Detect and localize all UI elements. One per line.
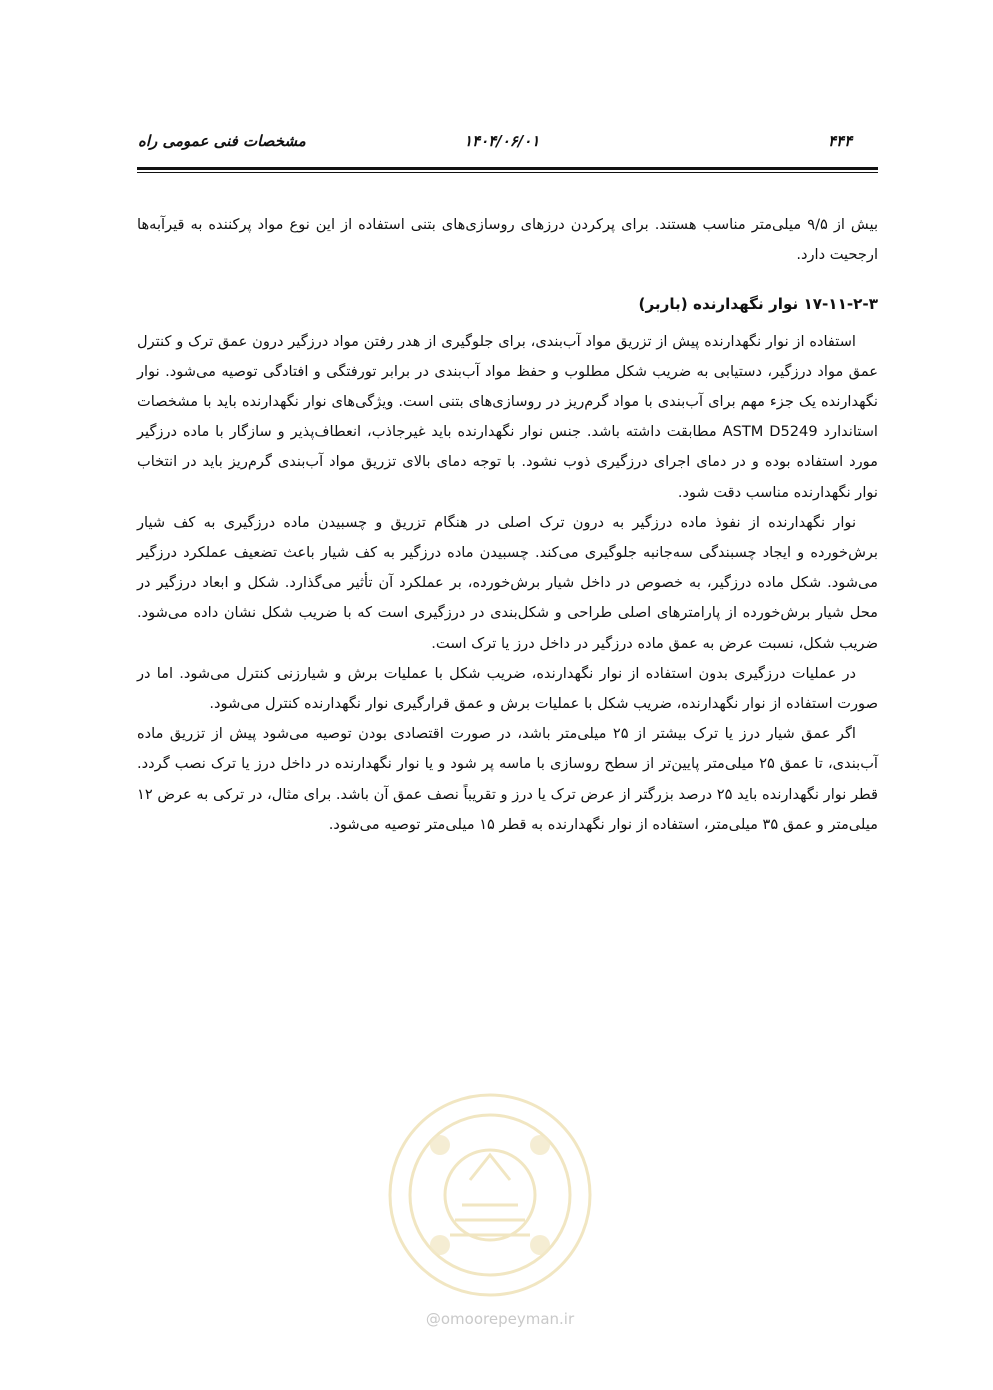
header-rule-thin (137, 172, 878, 173)
header-rule-thick (137, 167, 878, 170)
section-heading: ۱۷-۱۱-۲-۳ نوار نگهدارنده (باربر) (638, 295, 878, 314)
watermark-website: @omoorepeyman.ir (425, 1310, 575, 1328)
intro-paragraph: بیش از ۹/۵ میلی‌متر مناسب هستند. برای پرکردن درزهای روسازی‌های بتنی استفاده از این نوع مواد پرکننده به قیرآبه‌ها ارجحیت دارد. (137, 216, 878, 264)
body-paragraph: اگر عمق شیار درز یا ترک بیشتر از ۲۵ میلی‌متر باشد، در صورت اقتصادی بودن توصیه می‌شود پیش از تزریق ماده آب‌بندی، تا عمق ۲۵ میلی‌متر پایین‌تر از سطح روسازی با ماسه پر شود و یا نوار نگهدارنده در داخل درز یا ترک نصب گردد. قطر نوار نگهدارنده باید ۲۵ درصد بزرگتر از عرض ترک یا درز و تقریباً نصف عمق آن باشد. برای مثال، در ترکی به عرض ۱۲ میلی‌متر و عمق ۳۵ میلی‌متر، استفاده از نوار نگهدارنده به قطر ۱۵ میلی‌متر توصیه می‌شود. (137, 725, 879, 833)
page-header (0, 128, 993, 158)
page-body (137, 210, 878, 840)
header-title: مشخصات فنی عمومی راه (138, 132, 306, 150)
watermark-seal-icon (380, 1085, 600, 1305)
page-number: ۴۴۴ (828, 132, 853, 150)
body-paragraph: در عملیات درزگیری بدون استفاده از نوار نگهدارنده، ضریب شکل با عملیات برش و شیارزنی کنترل می‌شود. اما در صورت استفاده از نوار نگهدارنده، ضریب شکل با عملیات برش و عمق قرارگیری نوار نگهدارنده کنترل می‌شود. (137, 664, 878, 713)
header-date: ۱۴۰۴/۰۶/۰۱ (464, 132, 540, 150)
body-paragraph: نوار نگهدارنده از نفوذ ماده درزگیر به درون ترک اصلی در هنگام تزریق و چسبیدن ماده درزگیری به کف شیار برش‌خورده و ایجاد چسبندگی سه‌جانبه جلوگیری می‌کند. چسبیدن ماده درزگیر به کف شیار باعث تضعیف عملکرد درزگیر می‌شود. شکل ماده درزگیر، به خصوص در داخل شیار برش‌خورده، بر عملکرد آن تأثیر می‌گذارد. شکل و ابعاد درزگیر در محل شیار برش‌خورده از پارامترهای اصلی طراحی و شکل‌بندی در درزگیری است که با ضریب شکل نشان داده می‌شود. ضریب شکل، نسبت عرض به عمق ماده درزگیر در داخل درز یا ترک است. (137, 513, 878, 652)
body-paragraph: استفاده از نوار نگهدارنده پیش از تزریق مواد آب‌بندی، برای جلوگیری از هدر رفتن مواد درزگیر درون عمق ترک و کنترل عمق مواد درزگیر، دستیابی به ضریب شکل مطلوب و حفظ مواد آب‌بندی در برابر تورفتگی و افتادگی توصیه می‌شود. نوار نگهدارنده یک جزء مهم برای آب‌بندی با مواد گرم‌ریز در روسازی‌های بتنی است. ویژگی‌های نوار نگهدارنده باید با مشخصات استاندارد ASTM D5249 مطابقت داشته باشد. جنس نوار نگهدارنده باید غیرجاذب، انعطاف‌پذیر و سازگار با ماده درزگیر مورد استفاده بوده و در دمای اجرای درزگیری ذوب نشود. با توجه دمای بالای تزریق مواد آب‌بندی گرم‌ریز باید در انتخاب نوار نگهدارنده مناسب دقت شود. (137, 332, 878, 501)
